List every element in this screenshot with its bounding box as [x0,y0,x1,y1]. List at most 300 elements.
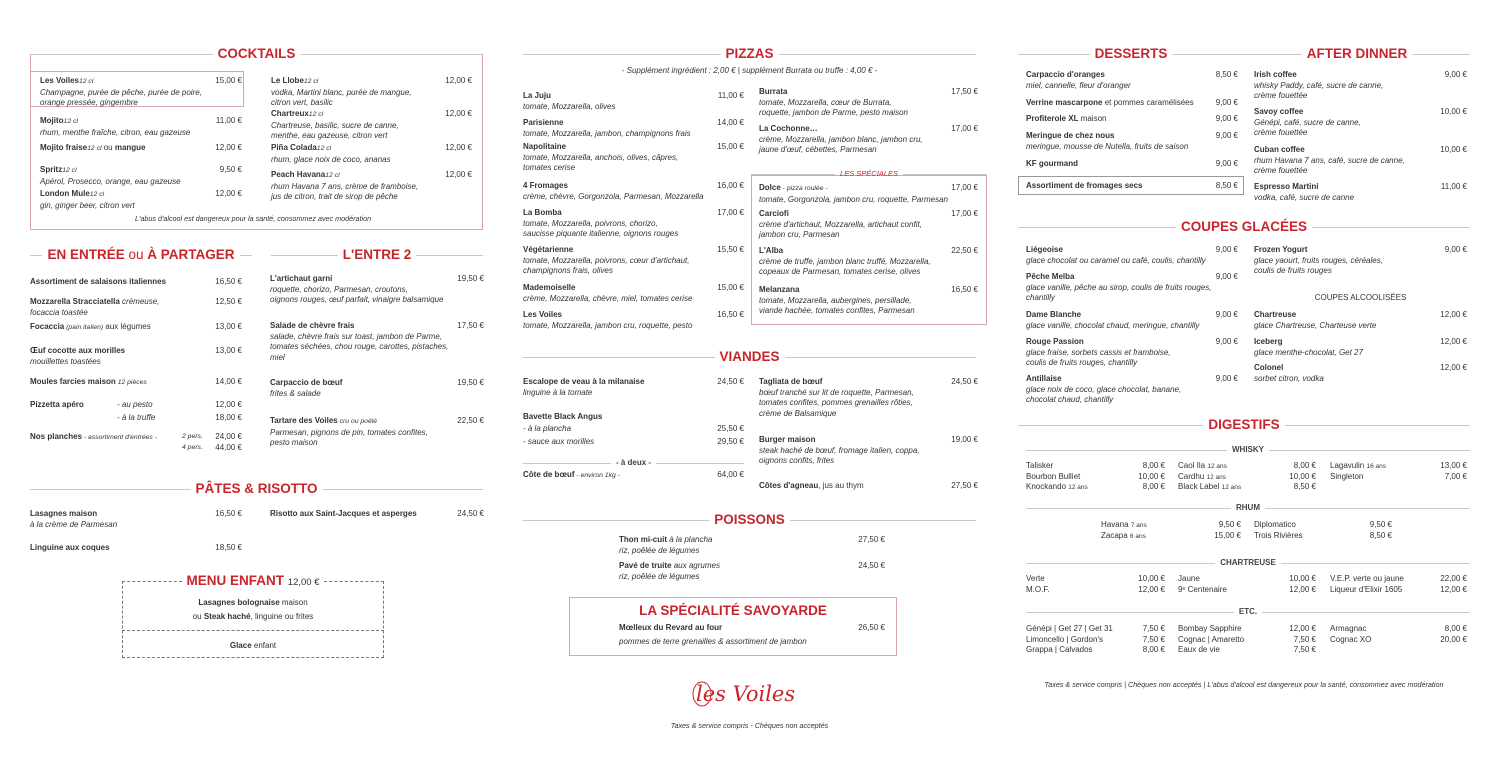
item-name: Tagliata de bœuf [759,377,823,386]
item-name: 4 Fromages [523,181,568,190]
item-name: Côtes d'agneau [759,481,819,490]
section-title-text: POISSONS [714,511,785,527]
item-name: Végétarienne [523,245,574,254]
section-rule [271,255,338,256]
section-title-text: AFTER DINNER [1306,45,1408,61]
section-rule [779,54,977,55]
item-description [1254,128,1361,139]
item-name: Spritz [40,165,63,174]
item-description-text: whisky Paddy, café, sucre de canne, [1254,80,1384,90]
digestif-price: 10,00 € [1138,471,1165,481]
pizza-special-item [759,209,922,241]
item-description-text: coulis de fruits rouges [1254,266,1332,275]
digestif-name [1330,624,1366,635]
item-description [271,131,399,142]
menu-enfant-line3 [122,641,384,652]
a-deux-label: - à deux - [615,458,652,467]
item-name-line [1026,131,1188,142]
item-name: Burger maison [759,435,816,444]
item-name-line [1026,98,1194,109]
item-description-text: crème d'artichaut, Mozzarella, artichaut confit, [759,219,922,229]
section-title-text: PIZZAS [725,45,774,61]
item-name-line [759,124,923,135]
rule [1262,612,1470,613]
item-price: 13,00 € [215,346,242,355]
item-detail: 12 cl [308,111,324,118]
digestif-name [1178,645,1220,656]
item-description [270,438,428,449]
item-price: 12,00 € [1440,337,1467,346]
section-coupes [1018,219,1470,235]
item-description-text: Champagne, purée de pêche, purée de poire, [40,87,202,97]
section-rule [1244,54,1302,55]
item-name: Piña Colada [271,143,317,152]
item-name: Le Llobe [271,76,304,85]
item-name: KF gourmand [1026,159,1078,168]
digestif-name-text: Caol Ila [1178,461,1206,470]
section-rule [122,581,182,582]
item-description [759,135,923,146]
digestif-name-text: Bombay Sapphire [1178,624,1242,633]
item-name-line [523,181,704,192]
item-name: London Mule [40,189,90,198]
item-name-line [523,142,678,153]
item-description-text: jus de citron, trait de sirop de pêche [271,192,398,201]
item-description [759,108,908,119]
pizza-item [523,118,691,139]
footer-center-note [523,721,976,732]
section-rule [240,255,252,256]
item-detail: 12 cl [316,145,332,152]
item-description [523,266,689,277]
item-description-text: mouillettes toastées [30,356,101,366]
item-name-line [1254,107,1361,118]
item-description-text: tomates séchées, chou rouge, carottes, pistaches, [270,342,449,351]
menu-enfant-divider [122,630,384,631]
item-name: Pêche Melba [1026,272,1075,281]
item-name: mangue [114,143,146,152]
item-price: 9,00 € [1215,131,1238,140]
digestif-name [1026,624,1113,635]
item-description [1026,395,1181,406]
digestif-price: 7,50 € [1293,634,1316,644]
coupe-alc-item [1254,337,1363,358]
item-name-line [30,377,147,389]
item-description-text: crème fouettée [1254,128,1308,137]
item-name: Meringue de chez nous [1026,131,1115,140]
item-description-text: glace Chartreuse, Charteuse verte [1254,320,1377,330]
savoyarde-item [619,623,722,634]
item-name: La Cochonne… [759,124,818,133]
item-price: 17,00 € [951,183,978,192]
digestif-name [1178,635,1244,646]
item-description-text: tomate, Mozzarella, poivrons, cœur d'artichaut, [523,255,690,265]
section-rule [1412,54,1470,55]
item-name-line [270,274,443,285]
item-price: 17,50 € [951,87,978,96]
item-description-text: glace noix de coco, glace chocolat, banane, [1026,384,1182,394]
cocktail-item [271,109,399,142]
pizza-supplement: - Supplément ingrédient : 2,00 € | supplément Burrata ou truffe : 4,00 € - [621,66,878,75]
pates-item [270,509,417,520]
item-price: 12,00 € [215,143,242,152]
savoyarde-title-text: LA SPÉCIALITÉ SAVOYARDE [639,603,827,618]
item-name-line [619,535,712,546]
item-name: Carciofi [759,209,789,218]
item-name: Salade de chèvre frais [270,321,355,330]
cocktail-item [40,189,135,211]
a-deux-divider [523,457,744,469]
item-name-line [523,412,602,423]
section-rule [1018,227,1176,228]
dish-detail: , linguine ou frites [250,612,314,621]
item-detail: 12 cl [78,78,94,85]
item-price: 11,00 € [215,116,242,125]
item-price: 15,00 € [717,142,744,151]
item-price: 12,50 € [215,297,242,306]
item-detail: crémeuse, [119,297,160,306]
digestif-name [1101,531,1146,543]
rule [1026,508,1231,509]
item-price: 13,00 € [215,322,242,331]
specials-title [835,169,903,178]
item-description [1254,156,1405,167]
savoyarde-description [619,637,807,648]
cocktail-item [40,76,202,109]
item-description [270,332,448,343]
item-name-line [523,245,689,256]
item-price: 27,50 € [858,535,885,544]
section-title-text: PÂTES & RISOTTO [195,480,318,496]
section-rule [416,255,483,256]
option-label: 2 pers. [182,433,203,440]
item-price: 17,50 € [457,321,484,330]
digestif-price: 9,50 € [1218,520,1241,529]
item-description [759,220,922,231]
item-description-text: rhum, menthe fraîche, citron, eau gazeuse [40,127,191,137]
item-name-line [1026,374,1181,385]
item-description [1254,374,1324,385]
item-description [759,267,931,278]
item-price: 19,50 € [457,378,484,387]
item-price: 16,50 € [717,310,744,319]
pizza-supplement [523,66,976,77]
item-description-text: miel [270,352,285,362]
item-name-line [30,543,110,554]
section-title-text: EN ENTRÉE [47,246,125,262]
digestif-age: 6 ans [1129,532,1146,540]
digestif-name [1026,574,1045,585]
item-description-text: linguine à la tomate [523,387,593,397]
option-label: - sauce aux morilles [523,437,595,446]
digestif-name [1330,635,1371,646]
entree-item [30,377,147,389]
viande-item [759,435,920,467]
item-price: 18,50 € [215,543,242,552]
poisson-item [619,535,712,556]
item-description-text: meringue, mousse de Nutella, fruits de saison [1026,141,1189,151]
item-detail: 12 cl [325,172,340,179]
item-price: 11,00 € [1440,182,1467,191]
dessert-item [1026,114,1106,125]
section-rule [785,357,977,358]
digestif-price: 12,00 € [1138,584,1165,594]
section-title [715,349,785,366]
section-title [182,573,325,590]
coupe-item [1026,374,1181,406]
item-price: 17,00 € [951,124,978,133]
item-price: 11,00 € [717,91,744,100]
item-name: Pizzetta apéro [30,400,84,409]
item-price: 9,50 € [219,165,242,174]
item-description [759,257,931,268]
cocktail-item [271,76,412,109]
item-description [270,342,448,353]
item-description-text: orange pressée, gingembre [40,98,138,107]
item-description [759,388,914,399]
viande-item [759,377,914,419]
item-description [1026,256,1206,267]
item-description-text: Chartreuse, basilic, sucre de canne, [271,120,399,130]
section-rule [523,54,721,55]
item-name-line [523,470,620,482]
footer-right-note: Taxes & service compris | Chèques non acceptés | L'abus d'alcool est dangereux pour la santé, consommez avec modération [1044,680,1444,689]
text: ou [192,612,204,621]
item-name: Liégeoise [1026,245,1063,254]
item-price: 9,00 € [1215,159,1238,168]
item-name: Risotto aux Saint-Jacques et asperges [270,509,417,518]
item-description [523,192,704,203]
coupe-item [1026,337,1171,369]
section-enfant [122,573,384,589]
coupes-alcoolisees-title: COUPES ALCOOLISÉES [1314,293,1407,302]
digestif-name-text: Liqueur d'Elixir 1605 [1330,584,1403,594]
item-name: Savoy coffee [1254,107,1304,116]
item-description [619,546,712,557]
section-title [721,46,779,63]
item-description-text: tomates cerise [523,163,576,172]
item-name-line [270,416,428,428]
item-description [40,201,135,212]
item-price: 12,00 € [1440,363,1467,372]
rule [1265,508,1470,509]
item-description-text: tomate, Mozzarella, cœur de Burrata, [759,97,892,107]
item-price: 19,00 € [951,435,978,444]
item-name: Nos planches [30,432,83,441]
item-description-text: rhum Havana 7 ans, crème de framboise, [271,181,419,191]
item-description-text: menthe, eau gazeuse, citron vert [271,131,388,140]
rhum-subhead [1026,502,1470,514]
option-label: 4 pers. [182,444,203,451]
item-description [523,129,691,140]
viande-item [759,481,864,492]
item-price: 14,00 € [717,118,744,127]
digestif-name-text: Zacapa [1101,530,1128,540]
item-description-text: Génépi, café, sucre de canne, [1254,117,1361,127]
item-name-line [759,435,920,446]
dessert-item [1026,70,1131,91]
section-title [42,247,239,264]
section-pizzas [523,46,976,62]
section-title [1203,417,1284,434]
item-name: Verrine mascarpone [1026,98,1103,107]
item-description [759,230,922,241]
item-name: Bavette Black Angus [523,412,603,421]
digestif-name-text: 9ᵉ Centenaire [1178,584,1227,594]
item-description-text: copeaux de Parmesan, tomates cerise, olives [759,267,921,276]
digestif-price: 7,50 € [1142,634,1165,644]
item-description [271,182,418,193]
item-price: 9,00 € [1215,310,1238,319]
item-price: 9,00 € [1444,70,1467,79]
digestif-price: 13,00 € [1440,461,1467,470]
item-price: 26,50 € [858,623,885,632]
item-description [270,353,448,364]
item-description-text: crème de Balsamique [759,408,837,418]
option-price: 29,50 € [717,437,744,446]
item-price: 64,00 € [717,470,744,479]
after-dinner-item [1254,182,1354,203]
item-name-line [1026,159,1078,170]
digestif-name [1178,624,1242,635]
viande-item [523,470,620,482]
section-title [709,512,790,529]
digestif-age: 7 ans [1130,522,1147,529]
item-detail: et pommes caramélisées [1102,98,1194,107]
item-price: 16,50 € [215,509,242,518]
item-name-line [619,561,720,572]
item-description-text: tomates confites, pommes grenailles rôties, [759,398,913,407]
item-price: 12,00 € [445,109,472,118]
item-description-text: tomate, Mozzarella, aubergines, persillade, [759,295,912,305]
item-description-text: tomate, Mozzarella, jambon, champignons frais [523,128,691,138]
item-price: 22,50 € [951,246,978,255]
digestif-price: 8,00 € [1444,624,1467,633]
item-description [523,229,678,240]
section-rule [30,489,191,490]
digestif-name [1178,585,1227,596]
item-price: 24,50 € [717,377,744,386]
item-description-text: glace chocolat ou caramel ou café, coulis, chantilly [1026,255,1206,265]
item-detail: 12 cl [62,167,77,174]
digestif-price: 7,50 € [1293,645,1316,654]
item-detail: - environ 1kg - [574,472,620,479]
digestif-price: 8,00 € [1142,461,1165,470]
pizza-item [523,181,704,202]
item-name-line [270,378,342,389]
rule [1026,612,1234,613]
item-name-line [1254,310,1376,321]
dessert-item [1026,98,1194,109]
digestif-name-text: Génépi | Get 27 | Get 31 [1026,624,1113,633]
item-price: 17,00 € [951,209,978,218]
item-price: 16,50 € [951,285,978,294]
item-description-text: focaccia toastée [30,307,88,317]
pizza-item [523,91,615,112]
section-rule [1285,425,1470,426]
item-description-text: frites & salade [270,388,321,398]
digestif-age: 12 ans [1221,484,1242,491]
digestif-name [1330,574,1404,585]
item-price: 17,00 € [717,208,744,217]
item-description [1026,385,1181,396]
item-description [271,98,412,109]
item-name: Burrata [759,87,788,96]
item-name-line [271,143,391,155]
item-name: Lasagnes maison [30,509,98,518]
section-rule [1018,425,1203,426]
item-price: 12,00 € [445,170,472,179]
item-price: 15,00 € [717,283,744,292]
digestif-name-text: Trois Rivières [1254,530,1303,540]
item-description-text: miel, cannelle, fleur d'oranger [1026,80,1131,90]
item-name: Parisienne [523,118,564,127]
item-name-line [40,189,135,201]
rule [523,463,611,464]
item-detail: 12 cl [89,191,105,198]
digestif-name-text: Jaune [1178,574,1200,583]
item-description [619,572,720,583]
item-description-text: coulis de fruits rouges, chantilly [1026,358,1138,367]
option-label: - à la truffe [117,413,156,422]
item-description-text: Apérol, Prosecco, orange, eau gazeuse [40,176,181,186]
dish-name: Lasagnes bolognaise [198,598,280,607]
item-description-text: vodka, café, sucre de canne [1254,192,1355,202]
digestif-price: 22,00 € [1440,574,1467,583]
section-entree [30,247,252,263]
digestif-name [1254,531,1303,542]
item-detail: - pizza roulée - [780,185,828,192]
item-name-line [759,377,914,388]
item-description [1026,321,1199,332]
item-description [759,409,914,420]
item-description [1254,118,1361,129]
item-description [1254,266,1383,277]
item-name-line [759,481,864,492]
section-title [338,247,416,264]
digestif-name [1026,482,1088,494]
digestif-age: 12 ans [1207,463,1227,470]
item-name-line [30,322,151,334]
item-price: 15,00 € [215,76,242,85]
item-description [523,163,678,174]
item-description [1026,283,1211,294]
item-description-text: chantilly [1026,293,1055,302]
section-rule [790,520,976,521]
item-name-line [523,377,644,388]
item-name: Pavé de truite [619,561,672,570]
dessert-item [1026,181,1143,192]
section-pates [30,481,483,497]
item-name-line [30,400,84,411]
digestif-price: 8,00 € [1142,645,1165,654]
item-description [1254,91,1383,102]
item-name-line [30,277,166,288]
section-title-text: COCKTAILS [217,45,296,61]
item-name: Côte de bœuf [523,470,575,479]
item-description [1026,293,1211,304]
etc-subhead [1026,606,1470,618]
item-price: 22,50 € [457,416,484,425]
item-detail: à la plancha [667,535,713,544]
digestif-price: 8,50 € [1293,482,1316,491]
item-description [523,388,644,399]
item-detail: aux agrumes [671,561,720,570]
item-name: Chartreuse [1254,310,1297,319]
dish-name: Glace [229,641,252,650]
digestif-name [1026,472,1080,483]
item-name: Melanzana [759,285,800,294]
